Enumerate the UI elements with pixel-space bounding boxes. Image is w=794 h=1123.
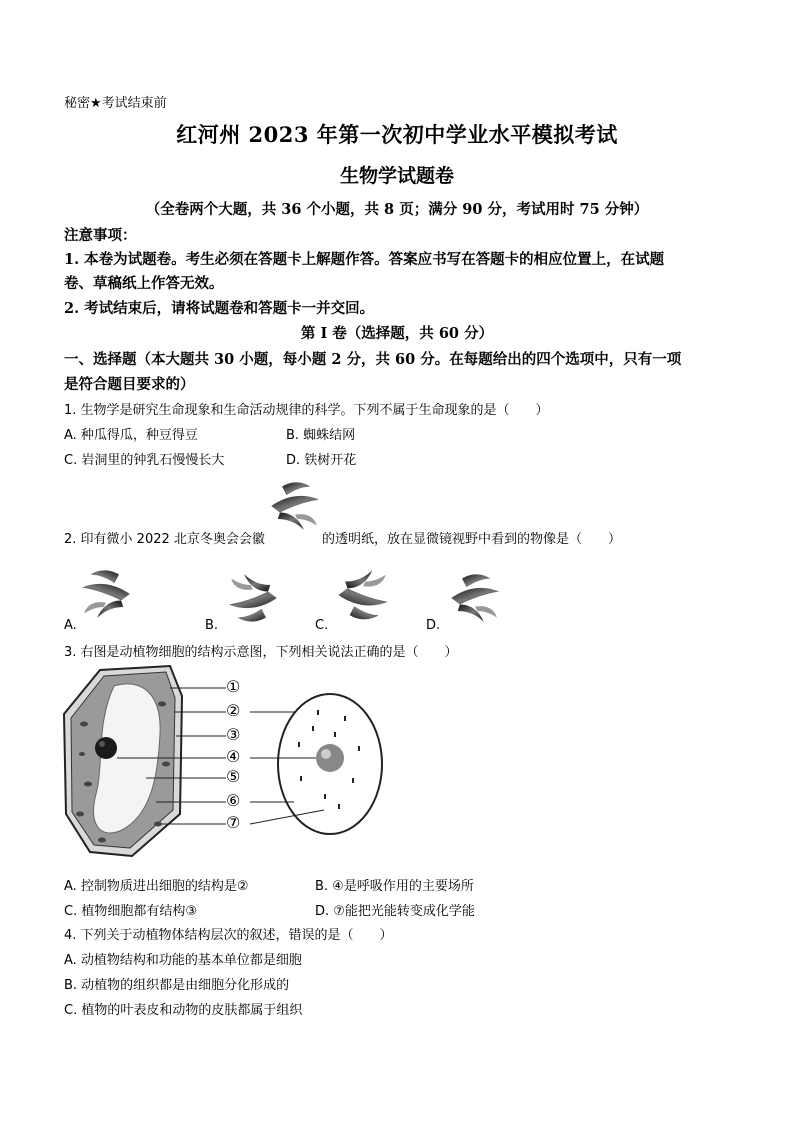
emblem-option-b-icon [226, 572, 282, 624]
section-heading-line-1: 一、选择题（本大题共 30 小题，每小题 2 分，共 60 分。在每题给出的四个选项中，只有一项 [64, 351, 682, 368]
question-1-option-c: C. 岩洞里的钟乳石慢慢长大 [64, 453, 225, 468]
question-3-option-c: C. 植物细胞都有结构③ [64, 904, 197, 919]
question-2-stem-before: 2. 印有微小 2022 北京冬奥会会徽 [64, 532, 265, 547]
emblem-option-d-icon [446, 572, 502, 624]
question-3-option-b: B. ④是呼吸作用的主要场所 [315, 879, 474, 894]
question-4-stem: 4. 下列关于动植物体结构层次的叙述，错误的是（ ） [64, 928, 393, 943]
question-2-option-a: A. [64, 618, 77, 633]
diagram-label-1: ① [226, 677, 241, 696]
notice-heading: 注意事项： [64, 227, 137, 244]
question-3-stem: 3. 右图是动植物细胞的结构示意图，下列相关说法正确的是（ ） [64, 645, 458, 660]
question-1-stem: 1. 生物学是研究生命现象和生命活动规律的科学。下列不属于生命现象的是（ ） [64, 403, 549, 418]
question-4-option-c: C. 植物的叶表皮和动物的皮肤都属于组织 [64, 1003, 303, 1018]
question-1-option-d: D. 铁树开花 [286, 453, 357, 468]
question-2-option-d: D. [426, 618, 441, 633]
diagram-label-3: ③ [226, 725, 241, 744]
confidential-label: 秘密★考试结束前 [64, 96, 167, 111]
question-4-option-b: B. 动植物的组织都是由细胞分化形成的 [64, 978, 290, 993]
question-2-stem-after: 的透明纸，放在显微镜视野中看到的物像是（ ） [322, 532, 622, 547]
notice-item-1-line-1: 1. 本卷为试题卷。考生必须在答题卡上解题作答。答案应书写在答题卡的相应位置上，在试题 [64, 251, 665, 268]
exam-scope: （全卷两个大题，共 36 个小题，共 8 页；满分 90 分，考试用时 75 分钟） [145, 201, 649, 218]
question-1-option-b: B. 蜘蛛结网 [286, 428, 356, 443]
exam-subtitle: 生物学试题卷 [339, 165, 454, 187]
question-2-option-c: C. [315, 618, 329, 633]
notice-item-1-line-2: 卷、草稿纸上作答无效。 [64, 275, 224, 292]
question-3-option-a: A. 控制物质进出细胞的结构是② [64, 879, 249, 894]
notice-item-2: 2. 考试结束后，请将试题卷和答题卡一并交回。 [64, 300, 375, 317]
question-2-option-b: B. [205, 618, 219, 633]
winter-olympics-emblem-icon [266, 480, 322, 532]
plant-cell-nucleus [95, 737, 117, 759]
animal-cell-nucleus [316, 744, 344, 772]
diagram-label-7: ⑦ [226, 813, 241, 832]
diagram-label-2: ② [226, 701, 241, 720]
diagram-label-4: ④ [226, 747, 241, 766]
section-heading-line-2: 是符合题目要求的） [64, 376, 195, 393]
question-4-option-a: A. 动植物结构和功能的基本单位都是细胞 [64, 953, 302, 968]
question-3-option-d: D. ⑦能把光能转变成化学能 [315, 904, 475, 919]
question-1-option-a: A. 种瓜得瓜，种豆得豆 [64, 428, 198, 443]
volume-heading: 第 I 卷（选择题，共 60 分） [300, 325, 494, 342]
emblem-option-a-icon [78, 568, 136, 620]
emblem-option-c-icon [334, 568, 390, 622]
diagram-label-6: ⑥ [226, 791, 241, 810]
diagram-label-5: ⑤ [226, 767, 241, 786]
exam-title: 红河州 2023 年第一次初中学业水平模拟考试 [176, 122, 618, 147]
